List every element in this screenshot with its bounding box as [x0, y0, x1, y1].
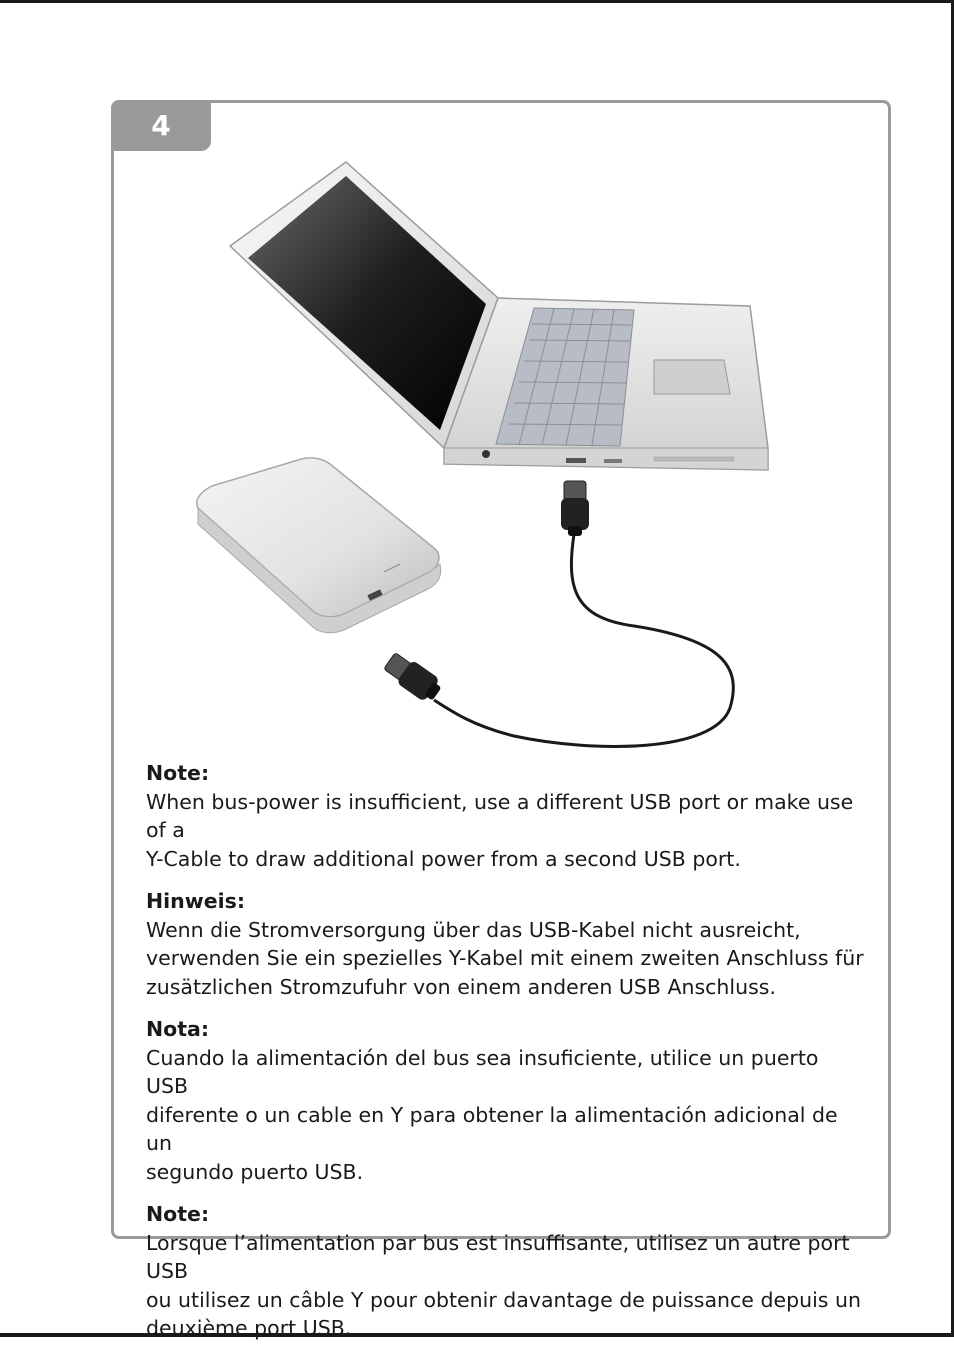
- note-french: [146, 1200, 866, 1343]
- laptop-usb-port: [566, 458, 586, 463]
- note-body: Cuando la alimentación del bus sea insuficiente, utilice un puerto USB diferente o un cable en Y para obtener la alimentación adicional de un segundo puerto USB.: [146, 1045, 838, 1184]
- note-title: Nota:: [146, 1017, 210, 1041]
- note-body: Lorsque l’alimentation par bus est insuffisante, utilisez un autre port USB ou utilisez un câble Y pour obtenir davantage de puissance depuis un deuxième port USB.: [146, 1230, 861, 1340]
- usb-cable: [381, 481, 733, 746]
- laptop-touchpad: [654, 360, 730, 394]
- page-border-top: [0, 0, 954, 3]
- note-spanish: [146, 1015, 866, 1186]
- note-body: Wenn die Stromversorgung über das USB-Kabel nicht ausreicht, verwenden Sie ein spezielles Y-Kabel mit einem zweiten Anschluss für zusätzlichen Stromzufuhr von einem anderen USB Anschluss.: [146, 917, 864, 999]
- note-title: Note:: [146, 1202, 210, 1226]
- usb-connection-illustration: [114, 148, 888, 768]
- laptop-power-port: [482, 450, 490, 458]
- note-title: Hinweis:: [146, 889, 246, 913]
- step-panel: [111, 100, 891, 1340]
- note-german: [146, 887, 866, 1001]
- note-english: [146, 759, 866, 873]
- step-number-tab: 4: [111, 100, 211, 151]
- usb-connector-drive: [381, 649, 445, 705]
- note-body: When bus-power is insufficient, use a different USB port or make use of a Y-Cable to draw additional power from a second USB port.: [146, 789, 854, 871]
- note-title: Note:: [146, 761, 210, 785]
- notes-section: [146, 759, 866, 1357]
- external-hard-drive: [197, 458, 441, 633]
- laptop: [230, 162, 768, 470]
